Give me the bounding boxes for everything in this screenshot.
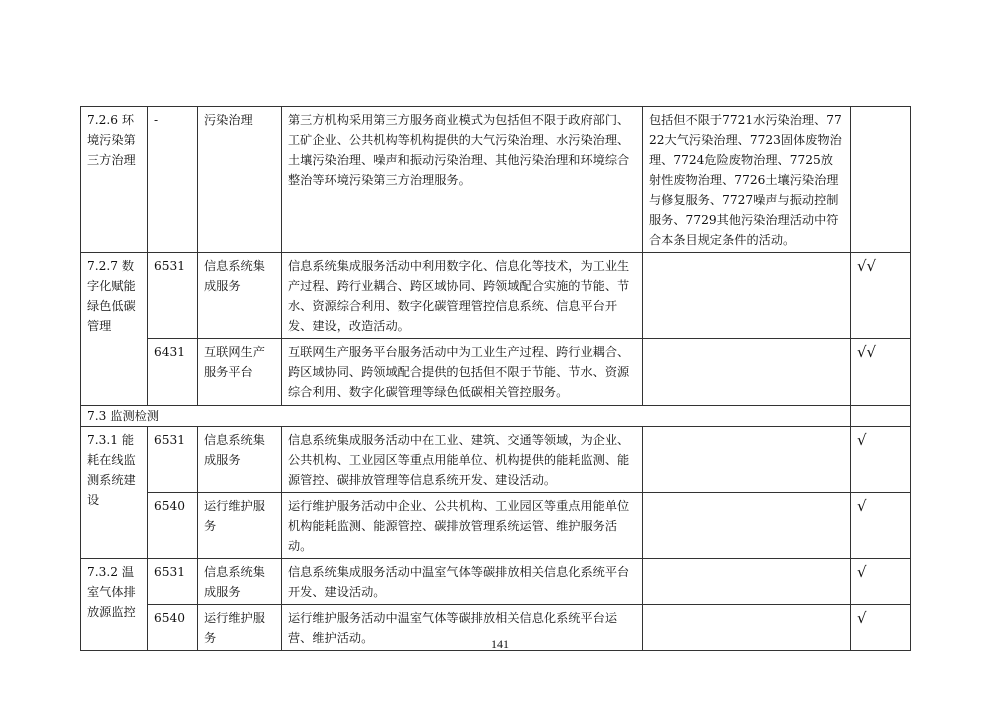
- note-cell: [643, 427, 851, 493]
- section-row: [81, 406, 911, 427]
- page-number: 141: [491, 637, 509, 651]
- mark-cell: √: [851, 605, 911, 651]
- category-cell: 7.2.6 环境污染第三方治理: [81, 107, 148, 253]
- mark-cell: √√: [851, 339, 911, 406]
- table-row: [81, 253, 911, 339]
- industry-name-cell: 运行维护服务: [198, 605, 282, 651]
- table-row: [81, 427, 911, 493]
- industry-code-cell: 6531: [148, 253, 198, 339]
- table-row: [81, 339, 911, 406]
- industry-code-cell: 6431: [148, 339, 198, 406]
- note-cell: [643, 339, 851, 406]
- industry-name-cell: 信息系统集成服务: [198, 559, 282, 605]
- note-cell: [643, 559, 851, 605]
- description-cell: 信息系统集成服务活动中利用数字化、信息化等技术，为工业生产过程、跨行业耦合、跨区域协同、跨领域配合实施的节能、节水、资源综合利用、数字化碳管理管控信息系统、信息平台开发、建设，改造活动。: [282, 253, 643, 339]
- mark-cell: [851, 406, 911, 427]
- classification-table: [80, 106, 911, 651]
- industry-name-cell: 污染治理: [198, 107, 282, 253]
- industry-name-cell: 信息系统集成服务: [198, 427, 282, 493]
- category-cell: 7.2.7 数字化赋能绿色低碳管理: [81, 253, 148, 406]
- category-cell: 7.3.1 能耗在线监测系统建设: [81, 427, 148, 559]
- industry-code-cell: 6540: [148, 493, 198, 559]
- description-cell: 信息系统集成服务活动中温室气体等碳排放相关信息化系统平台开发、建设活动。: [282, 559, 643, 605]
- table-row: [81, 107, 911, 253]
- industry-name-cell: 互联网生产服务平台: [198, 339, 282, 406]
- mark-cell: √: [851, 493, 911, 559]
- description-cell: 信息系统集成服务活动中在工业、建筑、交通等领域，为企业、公共机构、工业园区等重点用能单位、机构提供的能耗监测、能源管控、碳排放管理等信息系统开发、建设活动。: [282, 427, 643, 493]
- description-cell: 运行维护服务活动中温室气体等碳排放相关信息化系统平台运营、维护活动。: [282, 605, 643, 651]
- industry-code-cell: -: [148, 107, 198, 253]
- table-row: [81, 559, 911, 605]
- industry-name-cell: 运行维护服务: [198, 493, 282, 559]
- description-cell: 运行维护服务活动中企业、公共机构、工业园区等重点用能单位机构能耗监测、能源管控、碳排放管理系统运管、维护服务活动。: [282, 493, 643, 559]
- mark-cell: √: [851, 427, 911, 493]
- description-cell: 互联网生产服务平台服务活动中为工业生产过程、跨行业耦合、跨区域协同、跨领域配合提供的包括但不限于节能、节水、资源综合利用、数字化碳管理等绿色低碳相关管控服务。: [282, 339, 643, 406]
- note-cell: [643, 253, 851, 339]
- category-cell: 7.3.2 温室气体排放源监控: [81, 559, 148, 651]
- description-cell: 第三方机构采用第三方服务商业模式为包括但不限于政府部门、工矿企业、公共机构等机构提供的大气污染治理、水污染治理、土壤污染治理、噪声和振动污染治理、其他污染治理和环境综合整治等环境污染第三方治理服务。: [282, 107, 643, 253]
- mark-cell: [851, 107, 911, 253]
- note-cell: [643, 493, 851, 559]
- industry-code-cell: 6531: [148, 427, 198, 493]
- industry-name-cell: 信息系统集成服务: [198, 253, 282, 339]
- industry-code-cell: 6540: [148, 605, 198, 651]
- mark-cell: √√: [851, 253, 911, 339]
- note-cell: 包括但不限于7721水污染治理、7722大气污染治理、7723固体废物治理、7724危险废物治理、7725放射性废物治理、7726土壤污染治理与修复服务、7727噪声与振动控制服务、7729其他污染治理活动中符合本条目规定条件的活动。: [643, 107, 851, 253]
- section-heading: 7.3 监测检测: [81, 406, 851, 427]
- table-row: [81, 493, 911, 559]
- industry-code-cell: 6531: [148, 559, 198, 605]
- mark-cell: √: [851, 559, 911, 605]
